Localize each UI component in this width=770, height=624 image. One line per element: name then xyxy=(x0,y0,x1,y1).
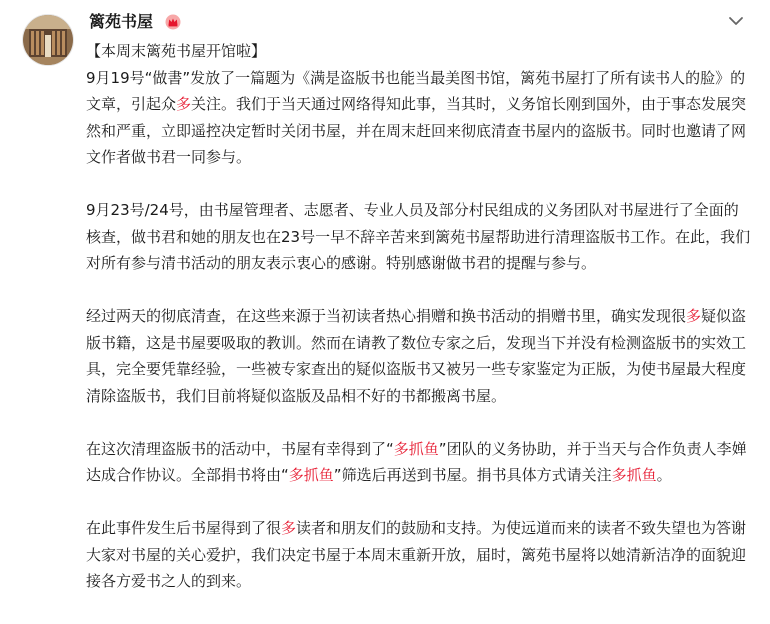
crown-badge-icon xyxy=(165,14,181,35)
post-paragraph xyxy=(86,65,752,171)
chevron-down-icon[interactable] xyxy=(727,12,745,30)
paragraph-text: 经过两天的彻底清查，在这些来源于当初读者热心捐赠和换书活动的捐赠书里，确实发现很 xyxy=(86,307,687,325)
username[interactable] xyxy=(89,12,181,35)
highlight-link[interactable]: 多抓鱼 xyxy=(611,466,657,484)
highlight-link[interactable]: 多 xyxy=(176,95,192,113)
username-text: 篱苑书屋 xyxy=(89,12,154,31)
highlight-link[interactable]: 多 xyxy=(686,307,702,325)
post-title: 【本周末篱苑书屋开馆啦】 xyxy=(86,42,267,60)
paragraph-text: ”筛选后再送到书屋。捐书具体方式请关注 xyxy=(333,466,612,484)
paragraph-text: 在这次清理盗版书的活动中，书屋有幸得到了“ xyxy=(86,439,394,458)
post-paragraph xyxy=(86,515,752,595)
avatar[interactable] xyxy=(22,14,74,66)
paragraph-text: 关注。我们于当天通过网络得知此事，当其时，义务馆长刚到国外，由于事态发展突然和严重，立即遥控决定暂时关闭书屋，并在周末赶回来彻底清查书屋内的盗版书。同时也邀请了网文作者做书君一同参与。 xyxy=(86,95,747,166)
post-content xyxy=(86,38,752,595)
paragraph-text: 9月23号/24号，由书屋管理者、志愿者、专业人员及部分村民组成的义务团队对书屋进行了全面的核查，做书君和她的朋友也在23号一早不辞辛苦来到篱苑书屋帮助进行清理盗版书工作。在此，我们对所有参与清书活动的朋友表示衷心的感谢。特别感谢做书君的提醒与参与。 xyxy=(86,201,751,272)
paragraph-text: 。 xyxy=(656,466,672,484)
paragraph-text: ”团队的义务协助，并于当天与合作负责人李婵达成合作协议。全部捐书将由“ xyxy=(86,439,747,484)
post-paragraph xyxy=(86,303,752,409)
paragraph-text: 在此事件发生后书屋得到了很 xyxy=(86,519,282,537)
paragraph-text: 读者和朋友们的鼓励和支持。为使远道而来的读者不致失望也为答谢大家对书屋的关心爱护，我们决定书屋于本周末重新开放，届时，篱苑书屋将以她清新洁净的面貌迎接各方爱书之人的到来。 xyxy=(86,519,747,590)
highlight-link[interactable]: 多抓鱼 xyxy=(288,466,334,484)
post-paragraph xyxy=(86,436,752,489)
highlight-link[interactable]: 多 xyxy=(281,519,297,537)
paragraph-text: 9月19号“做書”发放了一篇题为《满是盗版书也能当最美图书馆，篱苑书屋打了所有读书人的脸》的文章，引起众 xyxy=(86,68,746,113)
highlight-link[interactable]: 多抓鱼 xyxy=(393,439,439,458)
library-avatar-image xyxy=(23,15,73,65)
post-paragraph xyxy=(86,197,752,277)
paragraph-text: 疑似盗版书籍，这是书屋要吸取的教训。然而在请教了数位专家之后，发现当下并没有检测盗版书的实效工具，完全要凭靠经验，一些被专家查出的疑似盗版书又被另一些专家鉴定为正版，为使书屋最大程度清除盗版书，我们目前将疑似盗版及品相不好的书都搬离书屋。 xyxy=(86,307,747,405)
